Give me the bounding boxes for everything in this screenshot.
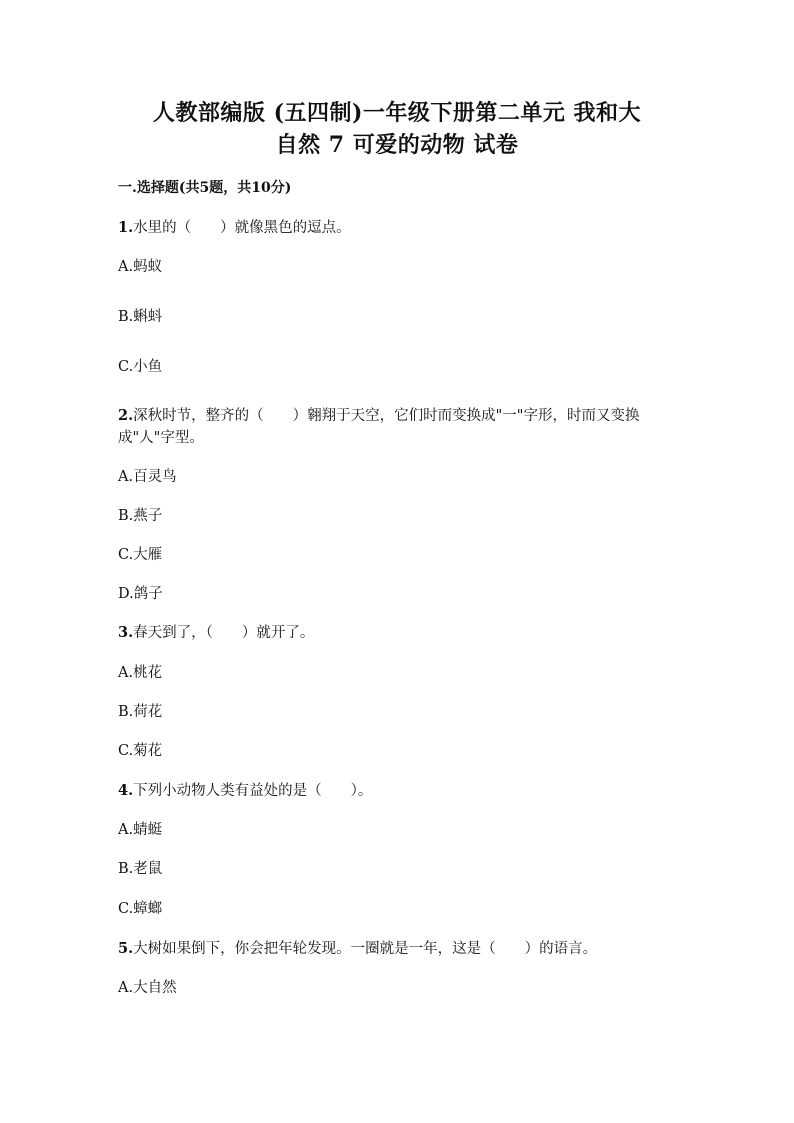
option-3b: B.荷花 xyxy=(118,704,163,720)
question-text: 下列小动物人类有益处的是（ ）。 xyxy=(133,783,373,799)
option-4b: B.老鼠 xyxy=(118,861,163,877)
question-3 xyxy=(118,622,678,644)
option-4c: C.蟑螂 xyxy=(118,901,163,917)
option-3c: C.菊花 xyxy=(118,743,163,759)
option-1c: C.小鱼 xyxy=(118,359,163,375)
option-2d: D.鸽子 xyxy=(118,586,163,602)
question-number: 1. xyxy=(118,219,134,236)
option-2c: C.大雁 xyxy=(118,547,163,563)
option-2b: B.燕子 xyxy=(118,508,163,524)
question-2 xyxy=(118,405,678,449)
question-number: 5. xyxy=(118,940,134,957)
question-text: 大树如果倒下，你会把年轮发现。一圈就是一年，这是（ ）的语言。 xyxy=(133,941,598,957)
document-title-line-1: 人教部编版 (五四制)一年级下册第二单元 我和大 xyxy=(152,100,642,126)
section-heading: 一.选择题(共5题，共10分) xyxy=(118,180,292,196)
question-text: 春天到了，（ ）就开了。 xyxy=(133,625,315,641)
document-title-line-2: 自然 7 可爱的动物 试卷 xyxy=(275,132,519,158)
question-text: 水里的（ ）就像黑色的逗点。 xyxy=(133,220,351,236)
option-5a: A.大自然 xyxy=(118,980,177,996)
option-3a: A.桃花 xyxy=(118,665,163,681)
option-1b: B.蝌蚪 xyxy=(118,309,163,325)
option-2a: A.百灵鸟 xyxy=(118,469,177,485)
question-number: 2. xyxy=(118,407,134,424)
question-5 xyxy=(118,938,678,960)
question-number: 4. xyxy=(118,782,134,799)
question-text: 深秋时节，整齐的（ ）翱翔于天空，它们时而变换成"一"字形，时而又变换成"人"字型。 xyxy=(118,408,640,446)
option-1a: A.蚂蚁 xyxy=(118,259,163,275)
question-number: 3. xyxy=(118,624,134,641)
question-4 xyxy=(118,780,678,802)
option-4a: A.蜻蜓 xyxy=(118,822,163,838)
question-1 xyxy=(118,217,678,239)
